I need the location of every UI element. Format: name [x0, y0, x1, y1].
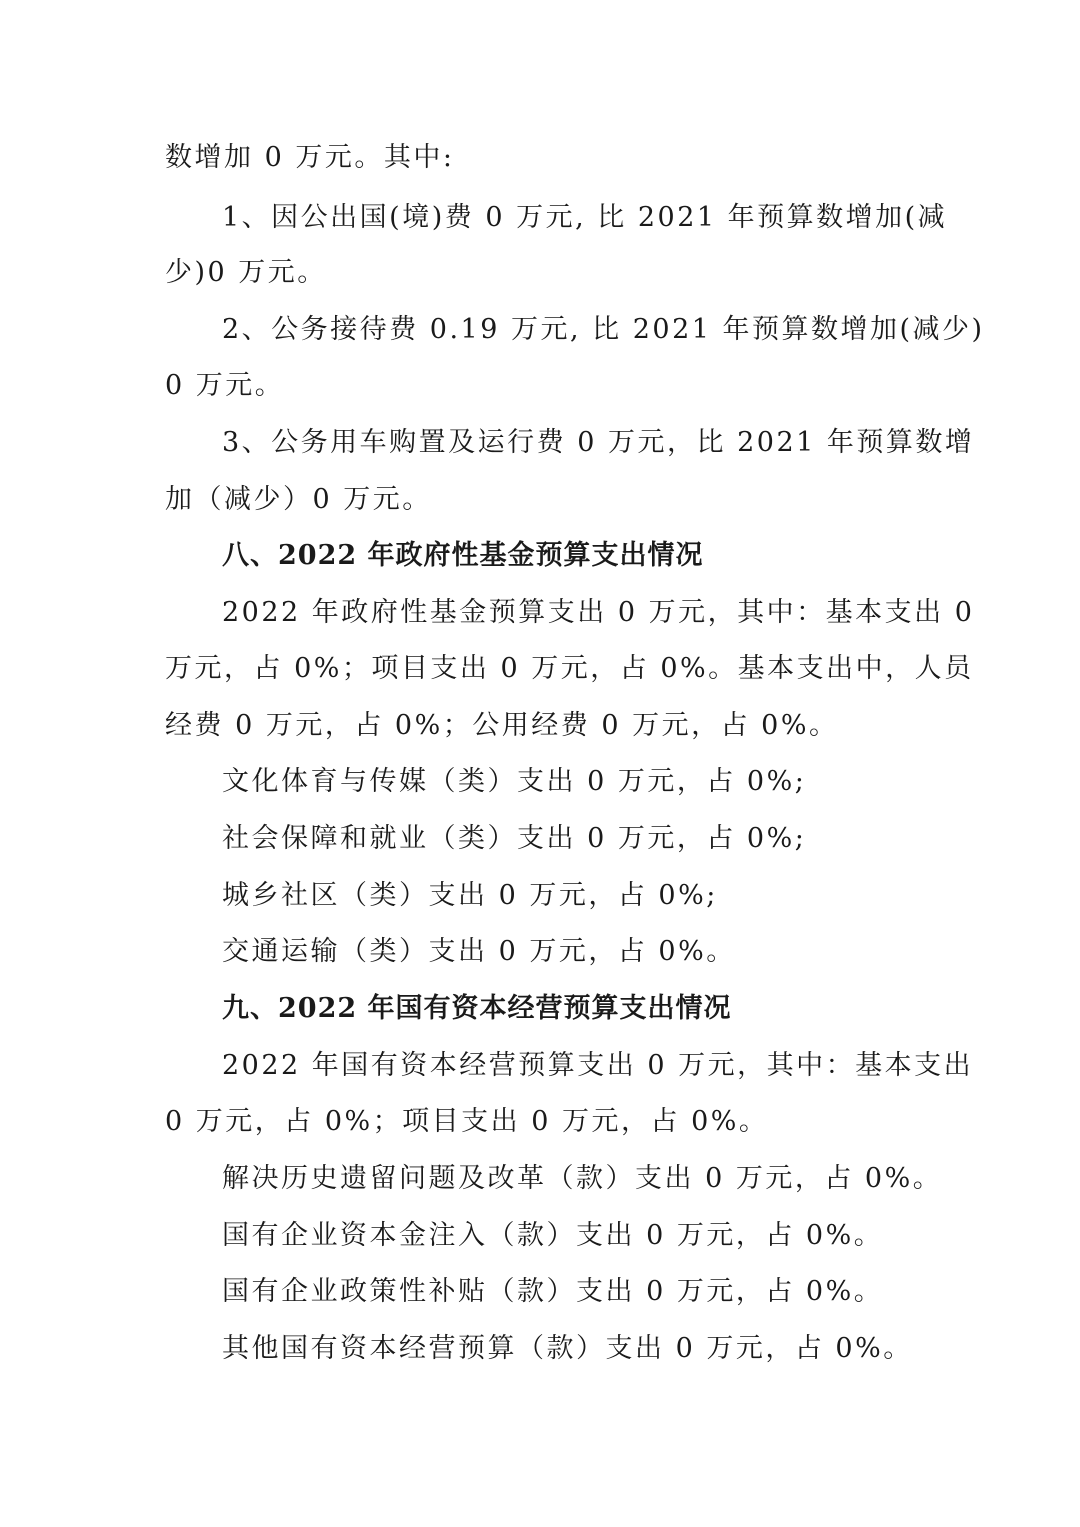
text-line: 国有企业资本金注入（款）支出 0 万元，占 0%。	[222, 1220, 884, 1251]
text-line: 城乡社区（类）支出 0 万元，占 0%;	[222, 880, 718, 911]
text-line: 2022 年国有资本经营预算支出 0 万元，其中：基本支出	[222, 1050, 974, 1081]
text-line: 国有企业政策性补贴（款）支出 0 万元，占 0%。	[222, 1276, 884, 1307]
text-line: 少)0 万元。	[165, 257, 327, 288]
text-line: 文化体育与传媒（类）支出 0 万元，占 0%;	[222, 766, 807, 797]
text-line: 数增加 0 万元。其中:	[165, 142, 455, 173]
text-line: 万元，占 0%；项目支出 0 万元，占 0%。基本支出中，人员	[165, 653, 974, 684]
text-line: 2022 年政府性基金预算支出 0 万元，其中：基本支出 0	[222, 597, 975, 628]
text-line: 1、因公出国(境)费 0 万元, 比 2021 年预算数增加(减	[222, 202, 948, 233]
text-line: 交通运输（类）支出 0 万元，占 0%。	[222, 936, 736, 967]
text-line: 3、公务用车购置及运行费 0 万元，比 2021 年预算数增	[222, 427, 975, 458]
text-line: 其他国有资本经营预算（款）支出 0 万元，占 0%。	[222, 1333, 913, 1364]
text-line: 加（减少）0 万元。	[165, 484, 432, 515]
section-heading: 九、2022 年国有资本经营预算支出情况	[222, 993, 732, 1024]
text-line: 经费 0 万元，占 0%；公用经费 0 万元，占 0%。	[165, 710, 839, 741]
text-line: 0 万元，占 0%；项目支出 0 万元，占 0%。	[165, 1106, 769, 1137]
text-line: 2、公务接待费 0.19 万元, 比 2021 年预算数增加(减少)	[222, 314, 985, 345]
section-heading: 八、2022 年政府性基金预算支出情况	[222, 540, 704, 571]
text-line: 社会保障和就业（类）支出 0 万元，占 0%;	[222, 823, 807, 854]
text-line: 解决历史遗留问题及改革（款）支出 0 万元，占 0%。	[222, 1163, 943, 1194]
text-line: 0 万元。	[165, 370, 285, 401]
